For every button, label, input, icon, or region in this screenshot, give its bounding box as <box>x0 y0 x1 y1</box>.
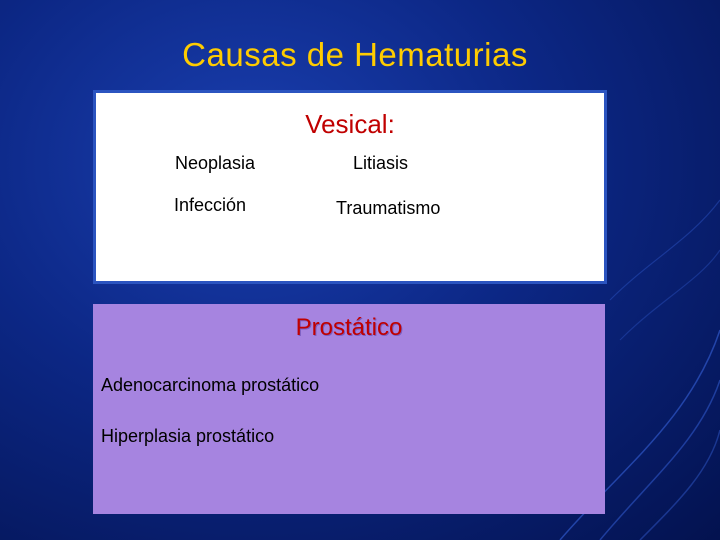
vesical-heading: Vesical: <box>305 109 395 139</box>
slide-title: Causas de Hematurias <box>182 36 528 73</box>
vesical-item-litiasis: Litiasis <box>353 153 409 173</box>
prostatico-box <box>93 304 605 514</box>
vesical-item-neoplasia: Neoplasia <box>175 153 256 173</box>
prostatico-heading: Prostático <box>295 314 403 341</box>
vesical-box <box>93 90 607 284</box>
prostatico-item-hiperplasia: Hiperplasia prostático <box>101 426 275 446</box>
vesical-item-infeccion: Infección <box>174 195 247 215</box>
vesical-item-traumatismo: Traumatismo <box>336 198 441 218</box>
prostatico-item-adenocarcinoma: Adenocarcinoma prostático <box>101 375 320 395</box>
